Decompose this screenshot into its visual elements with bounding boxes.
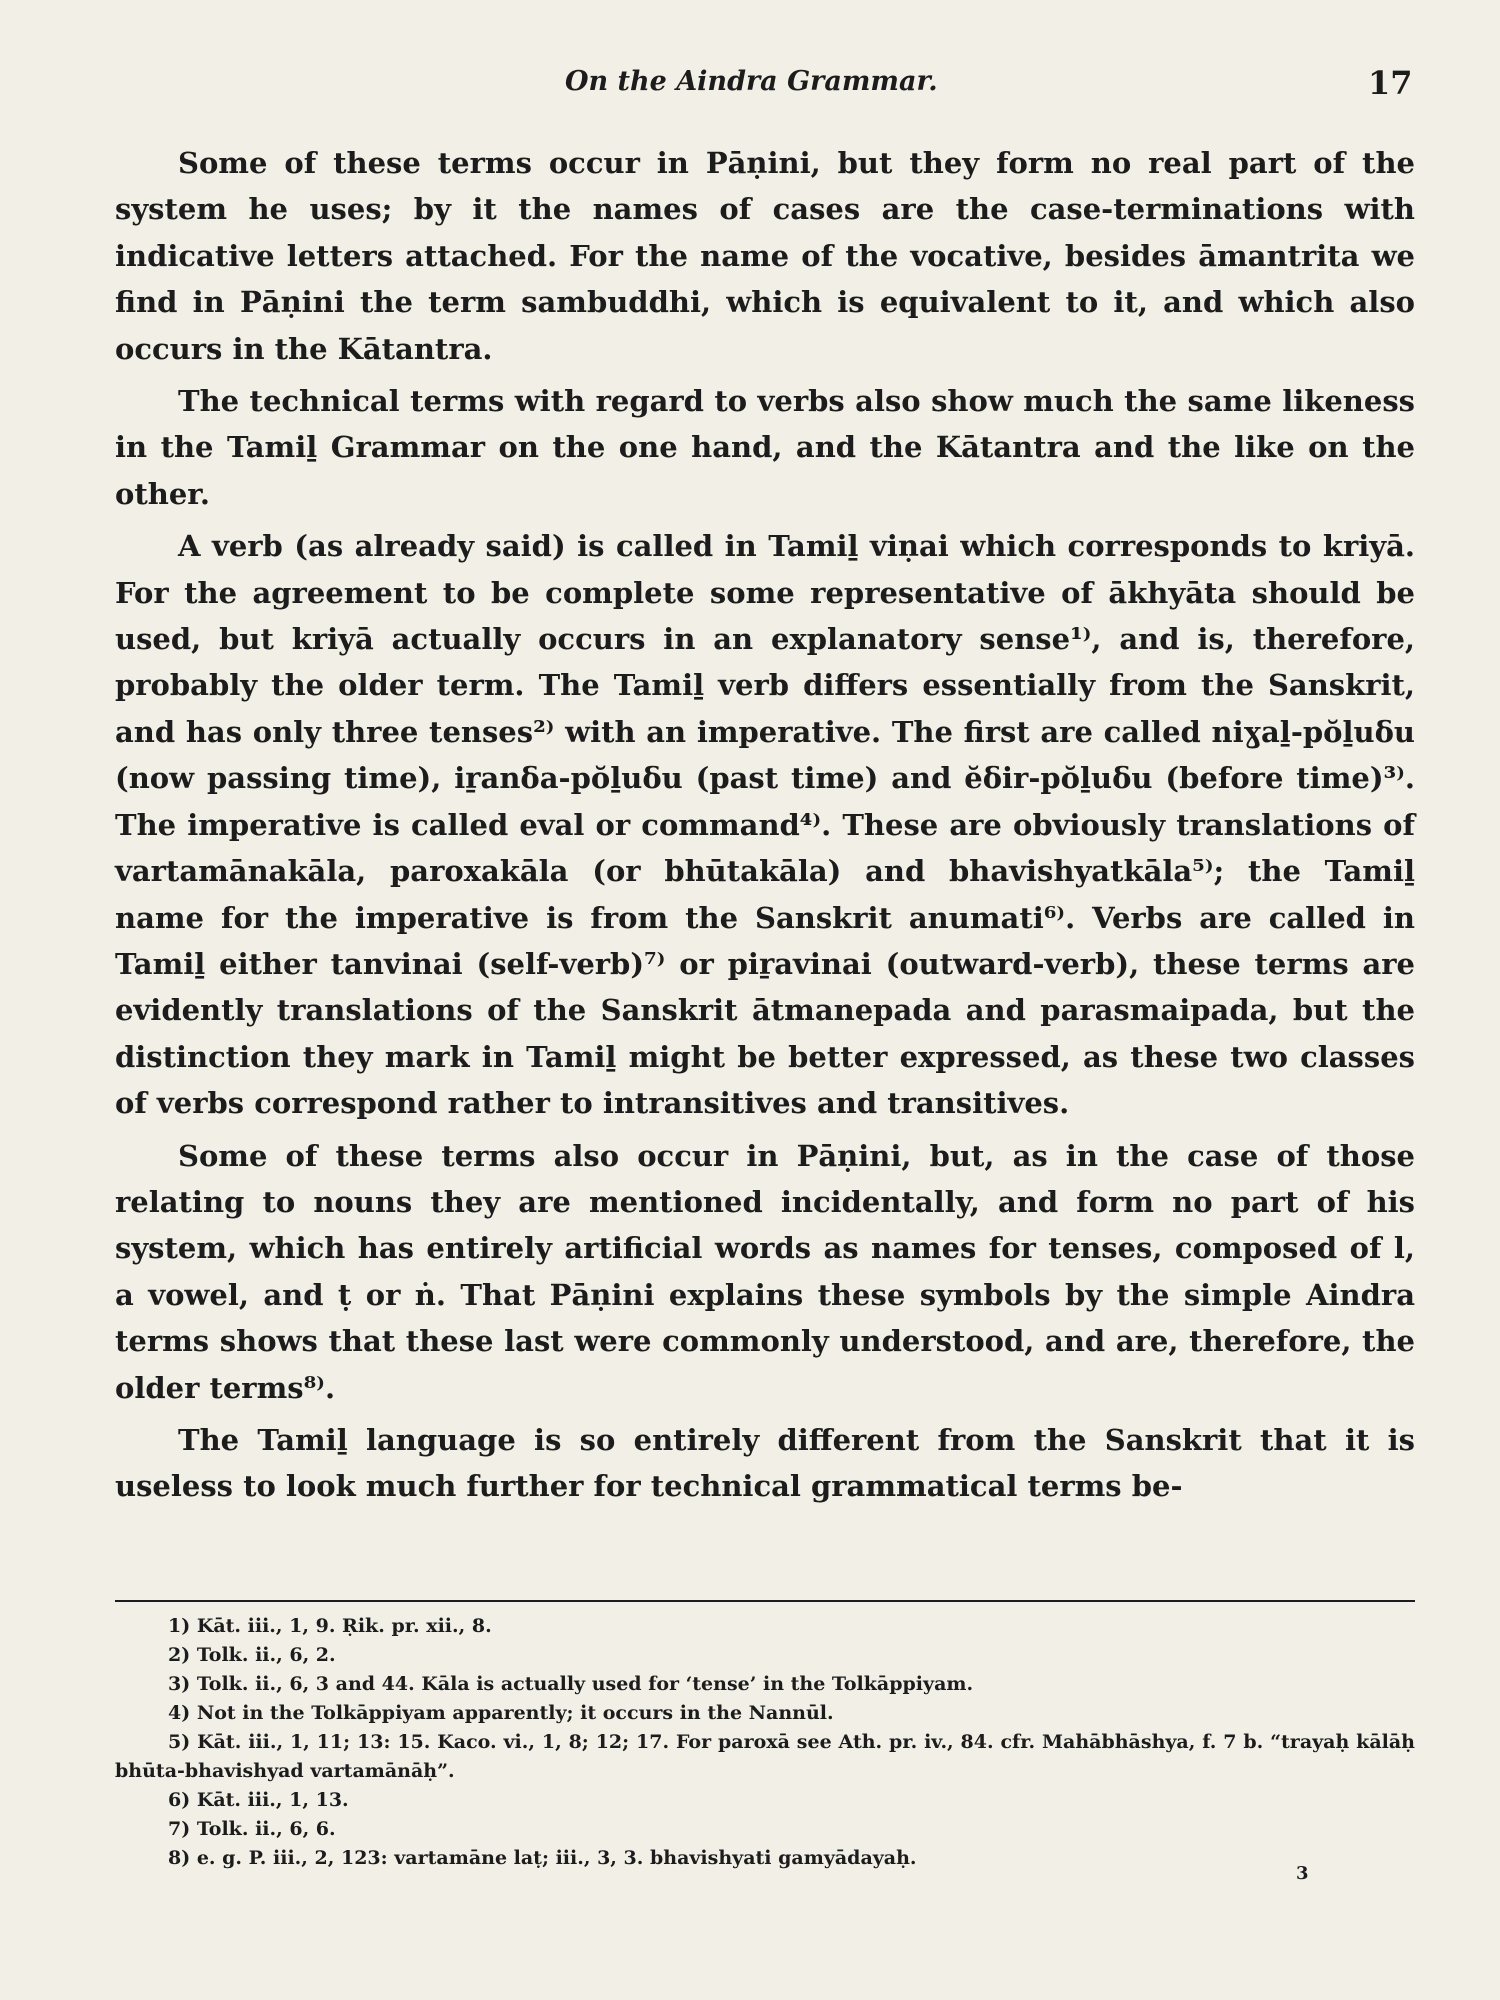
paragraph: A verb (as already said) is called in Tamiḻ viṇai which corresponds to kriyā. For the agreement to be complete some representative of ākhyāta should be used, but kriyā actually occurs in an explanatory sense¹⁾, and is, therefore, probably the older term. The Tamiḻ verb differs essentially from the Sanskrit, and has only three tenses²⁾ with an imperative. The first are called niɣaḻ-pŏḻuδu (now passing time), iṟanδa-pŏḻuδu (past time) and ĕδir-pŏḻuδu (before time)³⁾. The imperative is called eval or command⁴⁾. These are obviously translations of vartamānakāla, paroxakāla (or bhūtakāla) and bhavishyatkāla⁵⁾; the Tamiḻ name for the imperative is from the Sanskrit anumati⁶⁾. Verbs are called in Tamiḻ either tanvinai (self-verb)⁷⁾ or piṟavinai (outward-verb), these terms are evidently translations of the Sanskrit ātmanepada and parasmaipada, but the distinction they mark in Tamiḻ might be better expressed, as these two classes of verbs correspond rather to intransitives and transitives. bbox=[115, 529, 1415, 1121]
footnote: 2) Tolk. ii., 6, 2. bbox=[168, 1644, 336, 1666]
footnote-rule bbox=[115, 1600, 1415, 1602]
signature-mark: 3 bbox=[1296, 1863, 1309, 1884]
paragraph: The Tamiḻ language is so entirely different from the Sanskrit that it is useless to look much further for technical grammatical terms be- bbox=[115, 1422, 1415, 1504]
main-text bbox=[115, 140, 1415, 1516]
footnote: 1) Kāt. iii., 1, 9. Ṛik. pr. xii., 8. bbox=[168, 1615, 492, 1637]
footnote: 3) Tolk. ii., 6, 3 and 44. Kāla is actually used for ‘tense’ in the Tolkāppiyam. bbox=[168, 1673, 974, 1695]
footnotes bbox=[115, 1612, 1415, 1873]
footnote: 6) Kāt. iii., 1, 13. bbox=[168, 1789, 349, 1811]
page-number: 17 bbox=[1368, 64, 1413, 102]
paragraph: Some of these terms occur in Pāṇini, but they form no real part of the system he uses; by it the names of cases are the case-terminations with indicative letters attached. For the name of the vocative, besides āmantrita we find in Pāṇini the term sambuddhi, which is equivalent to it, and which also occurs in the Kātantra. bbox=[115, 146, 1415, 366]
paragraph: The technical terms with regard to verbs also show much the same likeness in the Tamiḻ Grammar on the one hand, and the Kātantra and the like on the other. bbox=[115, 384, 1415, 511]
footnote: 4) Not in the Tolkāppiyam apparently; it occurs in the Nannūl. bbox=[168, 1702, 834, 1724]
paragraph: Some of these terms also occur in Pāṇini, but, as in the case of those relating to nouns they are mentioned incidentally, and form no part of his system, which has entirely artificial words as names for tenses, composed of l, a vowel, and ṭ or ṅ. That Pāṇini explains these symbols by the simple Aindra terms shows that these last were commonly understood, and are, therefore, the older terms⁸⁾. bbox=[115, 1138, 1415, 1405]
running-head: On the Aindra Grammar. bbox=[565, 66, 938, 97]
footnote: 5) Kāt. iii., 1, 11; 13: 15. Kaco. vi., 1, 8; 12; 17. For paroxā see Ath. pr. iv., 84. cfr. Mahābhāshya, f. 7 b. “trayaḥ kālāḥ bhūta-bhavishyad vartamānāḥ”. bbox=[115, 1731, 1415, 1782]
footnote: 8) e. g. P. iii., 2, 123: vartamāne laṭ; iii., 3, 3. bhavishyati gamyādayaḥ. bbox=[168, 1847, 917, 1869]
footnote: 7) Tolk. ii., 6, 6. bbox=[168, 1818, 336, 1840]
